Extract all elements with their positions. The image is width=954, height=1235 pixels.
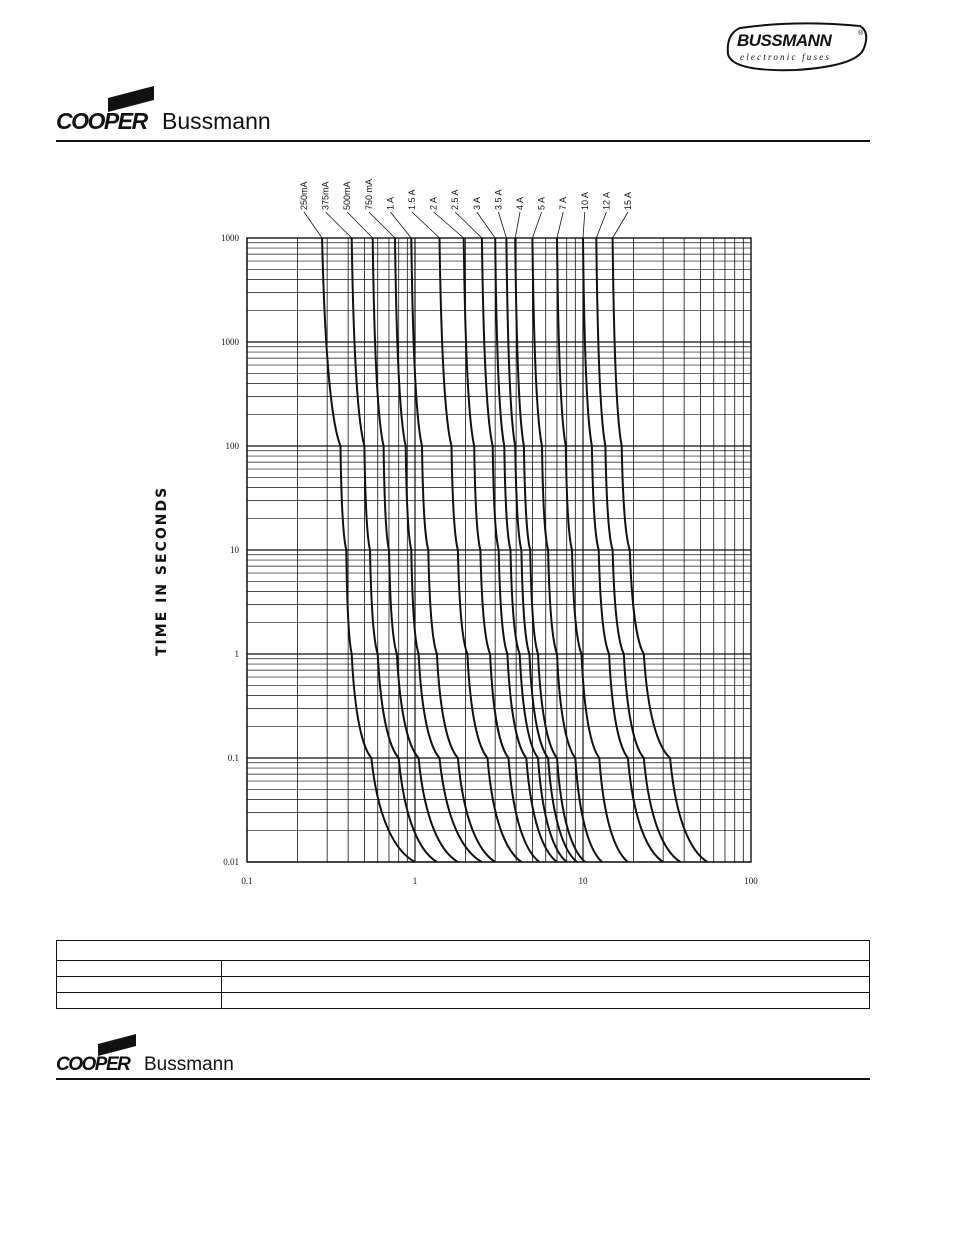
curve-leader-line [390, 212, 411, 238]
curve-leader-line [304, 212, 322, 238]
curve-label: 2 A [428, 196, 439, 210]
x-tick-label: 0.1 [241, 876, 253, 886]
y-axis-title: TIME IN SECONDS [154, 485, 170, 656]
logo-name: Bussmann [162, 108, 271, 134]
curve-leader-line [596, 212, 606, 238]
curve-label: 5 A [536, 196, 547, 210]
curve-leader-line [498, 212, 506, 238]
footer-logo-name: Bussmann [144, 1054, 234, 1075]
y-tick-label: 1 [234, 649, 239, 659]
x-tick-label: 100 [744, 876, 758, 886]
bussmann-electronic-fuses-badge [726, 22, 868, 74]
curve-leader-line [326, 212, 352, 238]
y-tick-label: 0.1 [227, 753, 239, 763]
curve-label: 3.5 A [493, 189, 504, 210]
footer-cooper-logo-swoosh-icon [98, 1034, 148, 1056]
y-tick-label: 100 [225, 441, 239, 451]
curve-label: 12 A [601, 191, 612, 210]
curve-leader-line [583, 212, 585, 238]
curve-label: 2.5 A [450, 189, 461, 210]
badge-brand: BUSSMANN [737, 31, 832, 50]
badge-registered-mark: ® [858, 30, 864, 37]
curve-label: 250mA [299, 181, 309, 210]
curve-label: 4 A [515, 196, 525, 210]
y-tick-label: 1000 [221, 337, 239, 347]
cooper-bussmann-logo [56, 86, 296, 134]
curve-leader-line [532, 212, 541, 238]
curve-3a [495, 238, 567, 862]
curve-label: 500mA [342, 181, 353, 210]
curve-7a [557, 238, 628, 862]
curve-label: 3 A [471, 196, 482, 210]
curve-2a [464, 238, 540, 862]
curve-5a [532, 238, 602, 862]
curve-15a [613, 238, 708, 862]
curve-label: 1.5 A [407, 189, 417, 210]
curve-2.5a [482, 238, 557, 862]
logo-brand: COOPER [56, 108, 147, 134]
curve-label: 10 A [579, 191, 590, 210]
table-row [57, 992, 869, 993]
curve-leader-line [369, 212, 395, 238]
curve-leader-line [477, 212, 495, 238]
notes-table [56, 940, 870, 1009]
curve-750ma [395, 238, 482, 862]
y-tick-label: 10 [230, 545, 239, 555]
curve-1a [411, 238, 495, 862]
curve-1.5a [440, 238, 522, 862]
curve-leader-line [412, 212, 440, 238]
curve-12a [596, 238, 680, 862]
y-tick-label: 0.01 [223, 857, 239, 867]
curve-3.5a [506, 238, 577, 862]
curve-leader-line [455, 212, 482, 238]
curve-leader-line [613, 212, 628, 238]
plot-frame [247, 238, 751, 862]
curve-label: 375mA [320, 181, 331, 210]
footer-cooper-bussmann-logo [56, 1034, 256, 1076]
curve-250ma [322, 238, 415, 862]
curve-leader-line [434, 212, 464, 238]
curve-leader-line [515, 212, 520, 238]
header-rule [56, 140, 870, 142]
curve-leader-line [557, 212, 563, 238]
curve-label: 7 A [558, 196, 569, 210]
x-tick-label: 10 [578, 876, 588, 886]
curve-label: 1 A [385, 196, 396, 210]
curve-4a [515, 238, 585, 862]
curve-label: 750 mA [363, 178, 374, 210]
x-tick-label: 1 [412, 876, 418, 886]
badge-subtitle: electronic fuses [740, 52, 832, 62]
curve-375ma [352, 238, 437, 862]
y-tick-label: 1000 [221, 233, 239, 243]
table-column-divider [221, 961, 222, 1008]
footer-logo-brand: COOPER [56, 1054, 130, 1075]
curve-500ma [373, 238, 458, 862]
curve-leader-line [347, 212, 372, 238]
table-row [57, 960, 869, 961]
curve-label: 15 A [623, 191, 633, 210]
table-row [57, 976, 869, 977]
curve-10a [583, 238, 663, 862]
footer-rule [56, 1078, 870, 1080]
